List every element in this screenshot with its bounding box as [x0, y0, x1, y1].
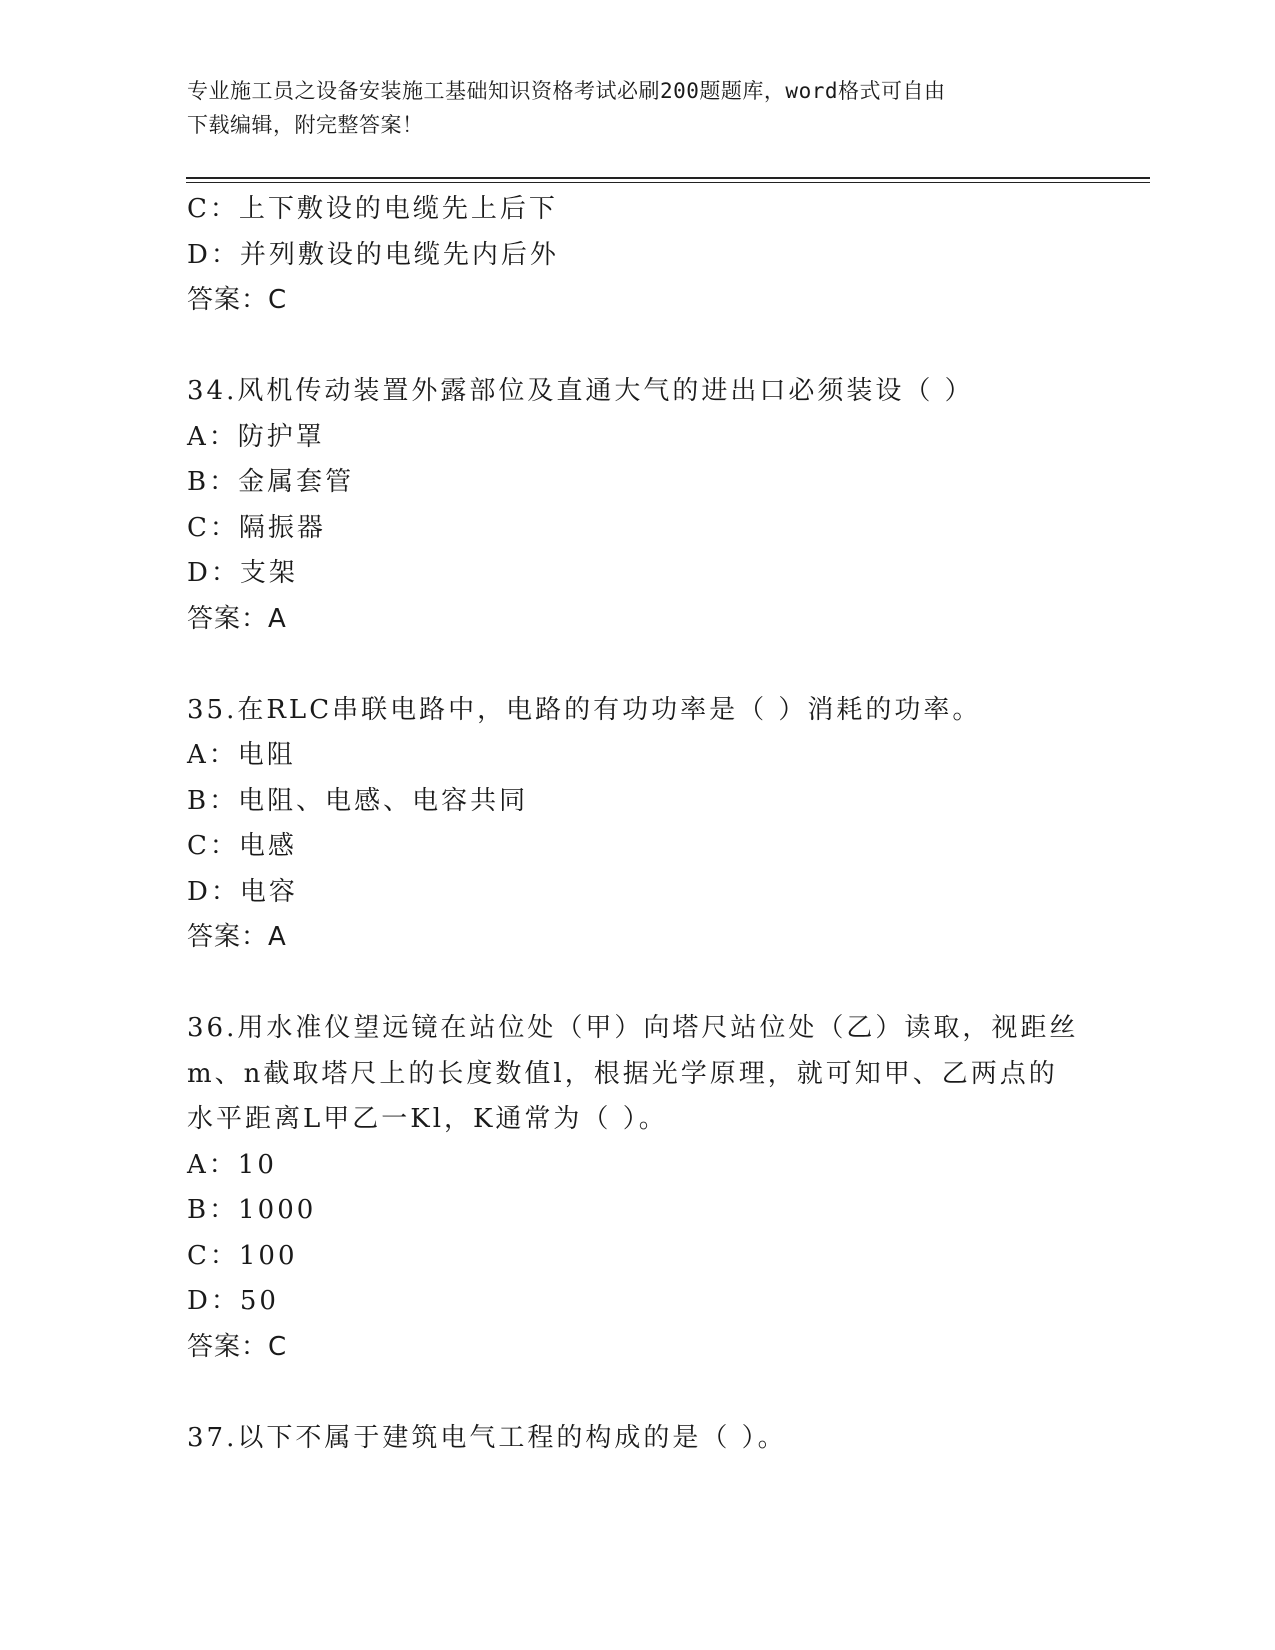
option-a: A：10 — [187, 1149, 277, 1180]
option-a: A：防护罩 — [187, 421, 325, 452]
question-item — [187, 688, 1107, 961]
question-continued — [187, 187, 1107, 324]
spacer — [187, 324, 1107, 370]
question-text: 35.在RLC串联电路中，电路的有功功率是（ ）消耗的功率。 — [187, 694, 982, 725]
answer-line: 答案：A — [187, 603, 287, 634]
question-text: m、n截取塔尺上的长度数值l，根据光学原理，就可知甲、乙两点的 — [187, 1058, 1058, 1089]
option-b: B：金属套管 — [187, 467, 355, 497]
spacer — [187, 642, 1107, 688]
option-c: C：100 — [187, 1240, 298, 1271]
question-text: 36.用水准仪望远镜在站位处（甲）向塔尺站位处（乙）读取，视距丝 — [187, 1013, 1079, 1043]
spacer — [187, 961, 1107, 1007]
spacer — [187, 1370, 1107, 1416]
answer-line: 答案：C — [187, 1331, 288, 1362]
question-list — [187, 187, 1107, 1461]
answer-line: 答案：C — [187, 285, 288, 315]
option-d: D：电容 — [187, 876, 298, 907]
question-item — [187, 1416, 1107, 1462]
option-c: C：隔振器 — [187, 512, 326, 543]
option-d: D：50 — [187, 1286, 279, 1316]
option-c: C：电感 — [187, 831, 297, 861]
question-text: 37.以下不属于建筑电气工程的构成的是（ ）。 — [187, 1422, 787, 1453]
option-b: B：电阻、电感、电容共同 — [187, 785, 529, 816]
header-line-2: 下载编辑，附完整答案！ — [187, 113, 424, 137]
option-c: C：上下敷设的电缆先上后下 — [187, 194, 558, 224]
option-a: A：电阻 — [187, 740, 296, 770]
question-text: 水平距离L甲乙一Kl，K通常为（ ）。 — [187, 1104, 668, 1134]
header-line-1: 专业施工员之设备安装施工基础知识资格考试必刷200题题库，word格式可自由 — [187, 79, 946, 103]
header-divider-thick — [186, 177, 1150, 179]
question-text: 34.风机传动装置外露部位及直通大气的进出口必须装设（ ） — [187, 376, 974, 406]
option-d: D：并列敷设的电缆先内后外 — [187, 239, 559, 270]
question-item — [187, 369, 1107, 642]
answer-line: 答案：A — [187, 922, 287, 952]
document-header — [187, 74, 1087, 142]
option-b: B：1000 — [187, 1195, 317, 1225]
question-item — [187, 1006, 1107, 1370]
option-d: D：支架 — [187, 558, 298, 588]
header-divider-thin — [186, 182, 1150, 183]
